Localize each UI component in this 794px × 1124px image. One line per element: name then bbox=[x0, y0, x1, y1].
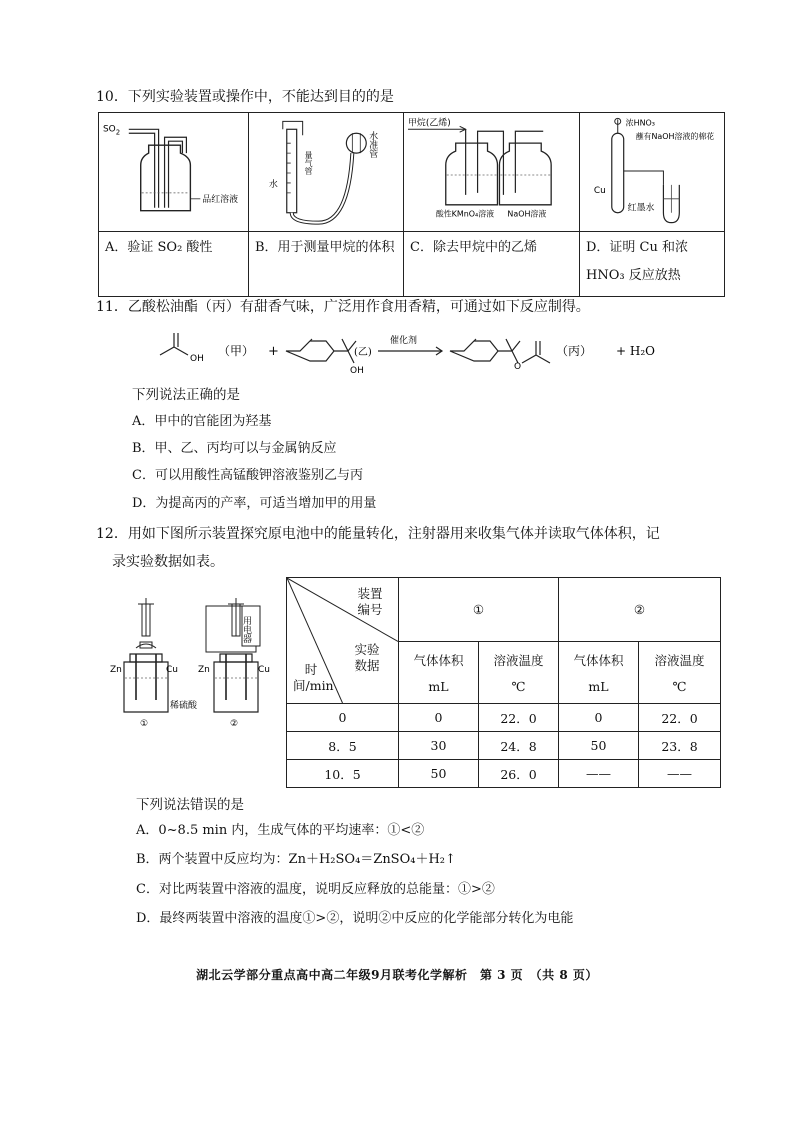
red-ink-label: 红墨水 bbox=[627, 203, 655, 214]
gas-burette-diagram bbox=[249, 113, 403, 231]
naoh-cotton-label: 蘸有NaOH溶液的棉花 bbox=[635, 132, 715, 142]
conc-hno3-label: 浓HNO₃ bbox=[625, 118, 655, 128]
setup2-num: ② bbox=[230, 719, 239, 729]
q12-cell-apparatus bbox=[108, 596, 280, 736]
table-cell: 10．5 bbox=[287, 760, 399, 788]
zn1-label: Zn bbox=[110, 665, 122, 675]
device2-header: ② bbox=[559, 578, 721, 642]
yi-label: (乙) bbox=[354, 347, 372, 358]
cu2-label: Cu bbox=[258, 665, 270, 675]
q12-option-a: A．0~8.5 min 内，生成气体的平均速率：①<② bbox=[136, 823, 425, 838]
q10-figure-b bbox=[249, 113, 404, 232]
q10-figure-a bbox=[99, 113, 249, 232]
corner-time: 时间/min bbox=[293, 662, 334, 693]
q12-stem: 下列说法错误的是 bbox=[136, 797, 244, 813]
pinhong-label: 品红溶液 bbox=[202, 194, 239, 205]
device1-header: ① bbox=[399, 578, 559, 642]
table-cell: 22．0 bbox=[479, 704, 559, 732]
cu1-label: Cu bbox=[166, 665, 178, 675]
page-footer: 湖北云学部分重点高中高二年级9月联考化学解析 第 3 页 （共 8 页） bbox=[196, 968, 598, 982]
methane-ethylene-label: 甲烷(乙烯) bbox=[407, 118, 451, 129]
q10-title: 10．下列实验装置或操作中，不能达到目的的是 bbox=[96, 89, 394, 105]
table-cell: 8．5 bbox=[287, 732, 399, 760]
corner-data: 实验数据 bbox=[354, 642, 380, 673]
plus-sign: + bbox=[268, 344, 279, 359]
setup1-num: ① bbox=[140, 719, 149, 729]
table-cell: —— bbox=[639, 760, 721, 788]
q11-stem: 下列说法正确的是 bbox=[132, 387, 240, 403]
so2-wash-bottle-diagram bbox=[99, 113, 248, 231]
col-header: 气体体积 mL bbox=[559, 642, 639, 704]
catalyst-label: 催化剂 bbox=[390, 336, 418, 346]
cu-label: Cu bbox=[593, 185, 606, 196]
q12-option-c: C．对比两装置中溶液的温度，说明反应释放的总能量：①>② bbox=[136, 882, 495, 897]
table-row bbox=[287, 704, 721, 732]
kmno4-label: 酸性KMnO₄溶液 bbox=[435, 209, 495, 219]
table-row bbox=[287, 732, 721, 760]
q11-title: 11．乙酸松油酯（丙）有甜香气味，广泛用作食用香精，可通过如下反应制得。 bbox=[96, 299, 590, 315]
table-cell: 26．0 bbox=[479, 760, 559, 788]
q10-caption-c: C．除去甲烷中的乙烯 bbox=[404, 232, 580, 297]
q11-reaction-equation bbox=[150, 325, 680, 375]
q10-caption-a: A．验证 SO₂ 酸性 bbox=[99, 232, 249, 297]
leveling-tube-label: 水准管 bbox=[367, 131, 378, 159]
oh-label: OH bbox=[190, 354, 204, 364]
col-header: 溶液温度 ℃ bbox=[639, 642, 721, 704]
col-header: 溶液温度 ℃ bbox=[479, 642, 559, 704]
table-corner-cell bbox=[287, 578, 399, 704]
naoh-label: NaOH溶液 bbox=[507, 209, 547, 219]
bing-label: （丙） bbox=[556, 344, 593, 358]
appliance-label: 用电器 bbox=[241, 616, 251, 643]
table-cell: 50 bbox=[559, 732, 639, 760]
table-cell: 30 bbox=[399, 732, 479, 760]
water-product: + H₂O bbox=[616, 344, 655, 358]
corner-device-no: 装置编号 bbox=[357, 586, 383, 617]
q12-data-table bbox=[286, 577, 721, 788]
q12-title-line2: 录实验数据如表。 bbox=[112, 554, 224, 570]
q10-figure-d bbox=[580, 113, 725, 232]
q12-option-b: B．两个装置中反应均为：Zn＋H₂SO₄＝ZnSO₄＋H₂↑ bbox=[136, 852, 456, 867]
so2-label: $SO_2$ bbox=[102, 124, 121, 137]
q10-caption-d: D．证明 Cu 和浓 HNO₃ 反应放热 bbox=[580, 232, 725, 297]
table-row bbox=[287, 760, 721, 788]
q11-option-c: C．可以用酸性高锰酸钾溶液鉴别乙与丙 bbox=[132, 468, 363, 483]
q11-option-a: A．甲中的官能团为羟基 bbox=[132, 414, 272, 429]
q11-option-b: B．甲、乙、丙均可以与金属钠反应 bbox=[132, 441, 337, 456]
q12-title-line1: 12．用如下图所示装置探究原电池中的能量转化，注射器用来收集气体并读取气体体积，记 bbox=[96, 526, 660, 542]
two-wash-bottles-diagram bbox=[404, 113, 579, 231]
burette-label: 量气管 bbox=[304, 151, 314, 175]
table-cell: 0 bbox=[399, 704, 479, 732]
table-cell: —— bbox=[559, 760, 639, 788]
zn2-label: Zn bbox=[198, 665, 210, 675]
col-header: 气体体积 mL bbox=[399, 642, 479, 704]
q10-options-table bbox=[98, 112, 725, 297]
q10-caption-b: B．用于测量甲烷的体积 bbox=[249, 232, 404, 297]
q11-option-d: D．为提高丙的产率，可适当增加甲的用量 bbox=[132, 496, 377, 511]
table-cell: 0 bbox=[287, 704, 399, 732]
jia-label: （甲） bbox=[218, 344, 255, 358]
ester-o-label: O bbox=[514, 362, 522, 372]
table-cell: 24．8 bbox=[479, 732, 559, 760]
oh2-label: OH bbox=[350, 366, 364, 375]
cu-hno3-u-tube-diagram bbox=[580, 113, 724, 231]
table-cell: 22．0 bbox=[639, 704, 721, 732]
water-label: 水 bbox=[268, 179, 278, 190]
q10-figure-c bbox=[404, 113, 580, 232]
table-cell: 0 bbox=[559, 704, 639, 732]
table-cell: 23．8 bbox=[639, 732, 721, 760]
q12-option-d: D．最终两装置中溶液的温度①>②，说明②中反应的化学能部分转化为电能 bbox=[136, 911, 574, 926]
table-cell: 50 bbox=[399, 760, 479, 788]
acid-label: 稀硫酸 bbox=[170, 701, 198, 711]
